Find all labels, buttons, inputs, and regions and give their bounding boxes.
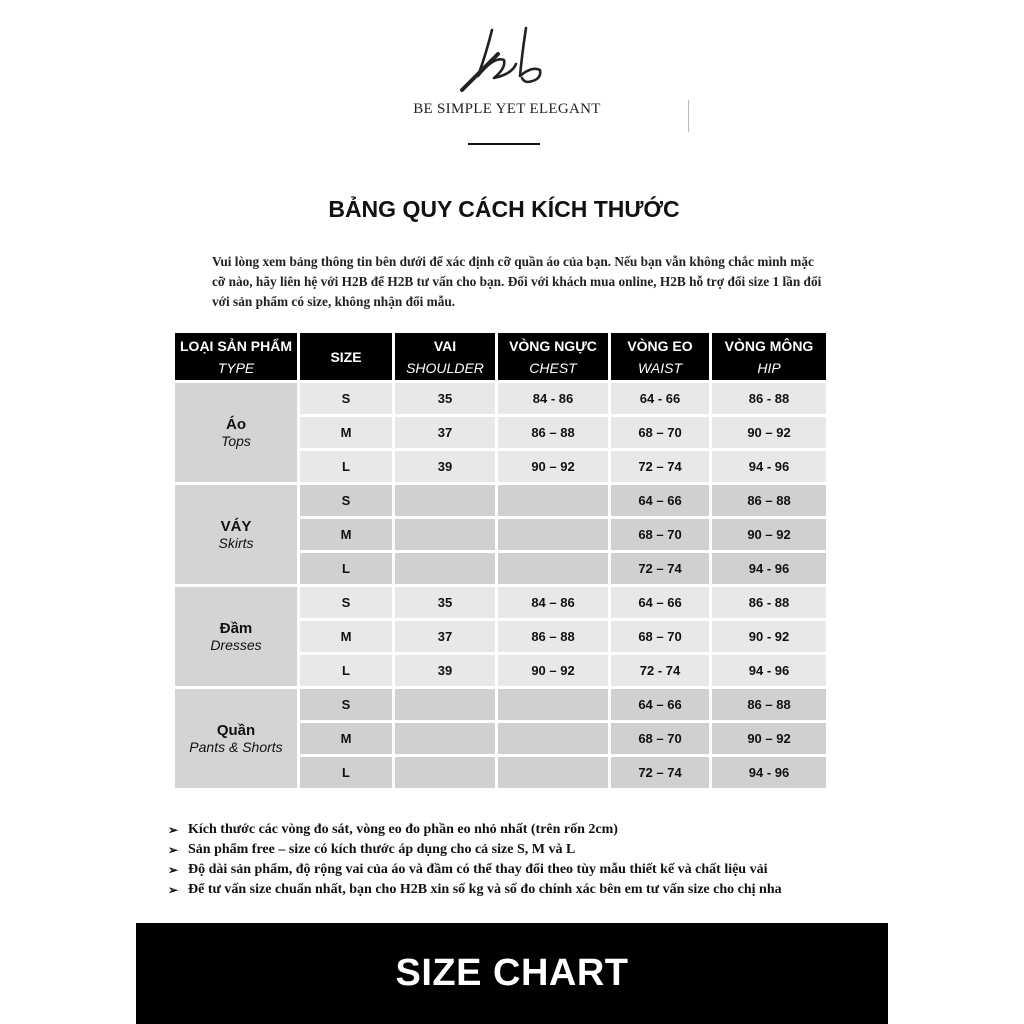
header-chest: VÒNG NGỰC CHEST [498,333,608,380]
hip-cell: 86 - 88 [712,587,826,618]
shoulder-cell [395,553,495,584]
size-cell: L [300,757,392,788]
header-type: LOẠI SẢN PHẨM TYPE [175,333,297,380]
hip-cell: 86 – 88 [712,485,826,516]
chest-cell: 84 - 86 [498,383,608,414]
chest-cell [498,723,608,754]
note-item: ➢ Để tư vấn size chuẩn nhất, bạn cho H2B xin số kg và số đo chính xác bên em tư vấn size cho chị nha [168,880,888,900]
divider-underline [468,143,540,145]
table-row [175,689,826,720]
shoulder-cell: 37 [395,621,495,652]
chest-cell [498,757,608,788]
arrow-bullet-icon: ➢ [168,823,179,837]
hip-cell: 86 - 88 [712,383,826,414]
size-cell: M [300,519,392,550]
table-header-row [175,333,826,380]
size-chart-banner [136,923,888,1024]
hip-cell: 94 - 96 [712,553,826,584]
waist-cell: 64 - 66 [611,383,709,414]
shoulder-cell: 35 [395,383,495,414]
waist-cell: 68 – 70 [611,417,709,448]
brand-logo [448,24,558,99]
size-cell: S [300,485,392,516]
waist-cell: 72 – 74 [611,451,709,482]
waist-cell: 72 - 74 [611,655,709,686]
arrow-bullet-icon: ➢ [168,843,179,857]
notes-list [168,820,888,900]
waist-cell: 64 – 66 [611,485,709,516]
shoulder-cell [395,757,495,788]
waist-cell: 68 – 70 [611,723,709,754]
waist-cell: 64 – 66 [611,689,709,720]
size-table [172,330,829,791]
chest-cell [498,519,608,550]
chest-cell: 90 – 92 [498,655,608,686]
shoulder-cell [395,485,495,516]
chest-cell [498,485,608,516]
arrow-bullet-icon: ➢ [168,863,179,877]
size-cell: L [300,451,392,482]
size-cell: S [300,689,392,720]
header-shoulder: VAI SHOULDER [395,333,495,380]
shoulder-cell: 37 [395,417,495,448]
size-cell: L [300,553,392,584]
shoulder-cell: 35 [395,587,495,618]
header-size: SIZE [300,333,392,380]
size-cell: M [300,417,392,448]
note-item: ➢ Độ dài sản phẩm, độ rộng vai của áo và đầm có thể thay đổi theo tùy mẫu thiết kế và chất liệu vải [168,860,888,880]
hip-cell: 90 – 92 [712,723,826,754]
table-row [175,485,826,516]
hip-cell: 90 – 92 [712,519,826,550]
waist-cell: 68 – 70 [611,519,709,550]
waist-cell: 72 – 74 [611,757,709,788]
hip-cell: 90 - 92 [712,621,826,652]
size-cell: L [300,655,392,686]
table-row [175,587,826,618]
shoulder-cell [395,689,495,720]
note-item: ➢ Kích thước các vòng đo sát, vòng eo đo phần eo nhỏ nhất (trên rốn 2cm) [168,820,888,840]
note-item: ➢ Sản phẩm free – size có kích thước áp dụng cho cả size S, M và L [168,840,888,860]
shoulder-cell: 39 [395,655,495,686]
hip-cell: 90 – 92 [712,417,826,448]
shoulder-cell [395,519,495,550]
group-cell-tops: Áo Tops [175,383,297,482]
waist-cell: 72 – 74 [611,553,709,584]
chest-cell: 86 – 88 [498,417,608,448]
size-cell: M [300,621,392,652]
chest-cell: 90 – 92 [498,451,608,482]
chest-cell: 84 – 86 [498,587,608,618]
page-title: BẢNG QUY CÁCH KÍCH THƯỚC [328,196,680,222]
brand-tagline: BE SIMPLE YET ELEGANT [413,101,601,117]
banner-text: SIZE CHART [395,952,629,994]
divider-vertical [688,100,689,132]
waist-cell: 64 – 66 [611,587,709,618]
arrow-bullet-icon: ➢ [168,883,179,897]
waist-cell: 68 – 70 [611,621,709,652]
header-hip: VÒNG MÔNG HIP [712,333,826,380]
shoulder-cell: 39 [395,451,495,482]
hip-cell: 94 - 96 [712,451,826,482]
chest-cell: 86 – 88 [498,621,608,652]
header-waist: VÒNG EO WAIST [611,333,709,380]
size-cell: M [300,723,392,754]
group-cell-skirts: VÁY Skirts [175,485,297,584]
shoulder-cell [395,723,495,754]
table-row [175,383,826,414]
hip-cell: 94 - 96 [712,655,826,686]
intro-text: Vui lòng xem bảng thông tin bên dưới để xác định cỡ quần áo của bạn. Nếu bạn vẫn không chắc mình mặc cỡ nào, hãy liên hệ với H2B để H2B tư vấn cho bạn. Đối với khách mua online, H2B hỗ trợ đổi size 1 lần đổi với sản phẩm có size, không nhận đổi mẫu. [212,254,822,309]
hip-cell: 94 - 96 [712,757,826,788]
group-cell-dresses: Đầm Dresses [175,587,297,686]
size-cell: S [300,587,392,618]
hip-cell: 86 – 88 [712,689,826,720]
size-cell: S [300,383,392,414]
group-cell-pants: Quần Pants & Shorts [175,689,297,788]
chest-cell [498,553,608,584]
chest-cell [498,689,608,720]
